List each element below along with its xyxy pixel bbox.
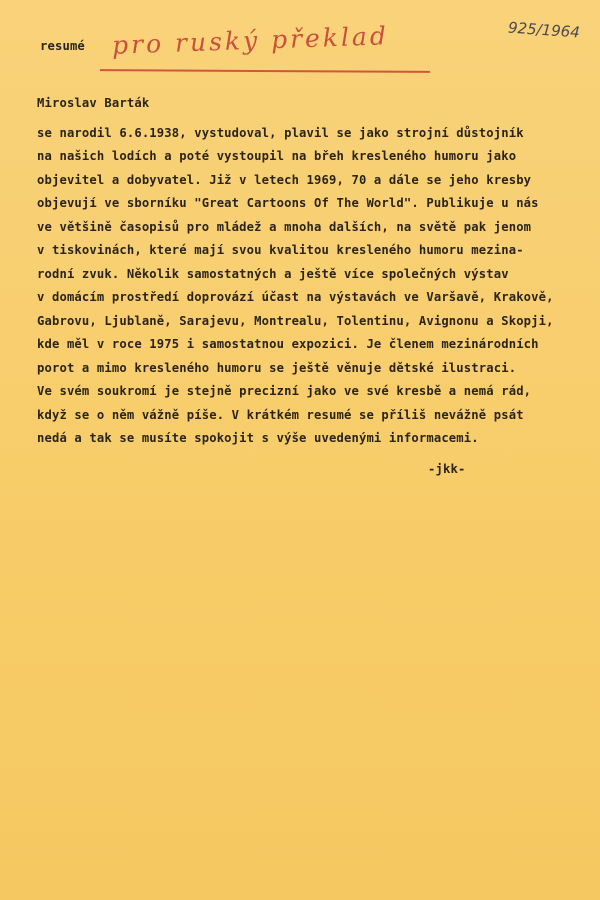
handwritten-note: pro ruský překlad — [111, 21, 390, 60]
body-line: ve většině časopisů pro mládež a mnoha dalších, na světě pak jenom — [37, 220, 532, 234]
body-line: se narodil 6.6.1938, vystudoval, plavil se jako strojní důstojník — [37, 126, 524, 140]
body-line: na našich lodích a poté vystoupil na břeh kresleného humoru jako — [37, 149, 517, 163]
signature: -jkk- — [428, 462, 466, 476]
body-line: kde měl v roce 1975 i samostatnou expozici. Je členem mezinárodních — [37, 337, 539, 351]
body-line: Gabrovu, Ljublaně, Sarajevu, Montrealu, Tolentinu, Avignonu a Skopji, — [37, 314, 554, 328]
archive-number: 925/1964 — [507, 18, 581, 42]
body-line: nedá a tak se musíte spokojit s výše uvedenými informacemi. — [37, 431, 479, 445]
body-line: v tiskovinách, které mají svou kvalitou kresleného humoru mezina- — [37, 243, 524, 257]
body-line: když se o něm vážně píše. V krátkém resumé se příliš nevážně psát — [37, 408, 524, 422]
body-line: Ve svém soukromí je stejně precizní jako ve své kresbě a nemá rád, — [37, 384, 532, 398]
body-line: rodní zvuk. Několik samostatných a ještě více společných výstav — [37, 267, 509, 281]
body-line: porot a mimo kresleného humoru se ještě věnuje dětské ilustraci. — [37, 361, 517, 375]
header-label: resumé — [40, 39, 85, 53]
body-line: objevují ve sborníku "Great Cartoons Of The World". Publikuje u nás — [37, 196, 539, 210]
body-line: v domácím prostředí doprovází účast na výstavách ve Varšavě, Krakově, — [37, 290, 554, 304]
author-name: Miroslav Barták — [37, 96, 150, 110]
handwritten-underline — [100, 69, 430, 72]
body-line: objevitel a dobyvatel. Již v letech 1969, 70 a dále se jeho kresby — [37, 173, 532, 187]
